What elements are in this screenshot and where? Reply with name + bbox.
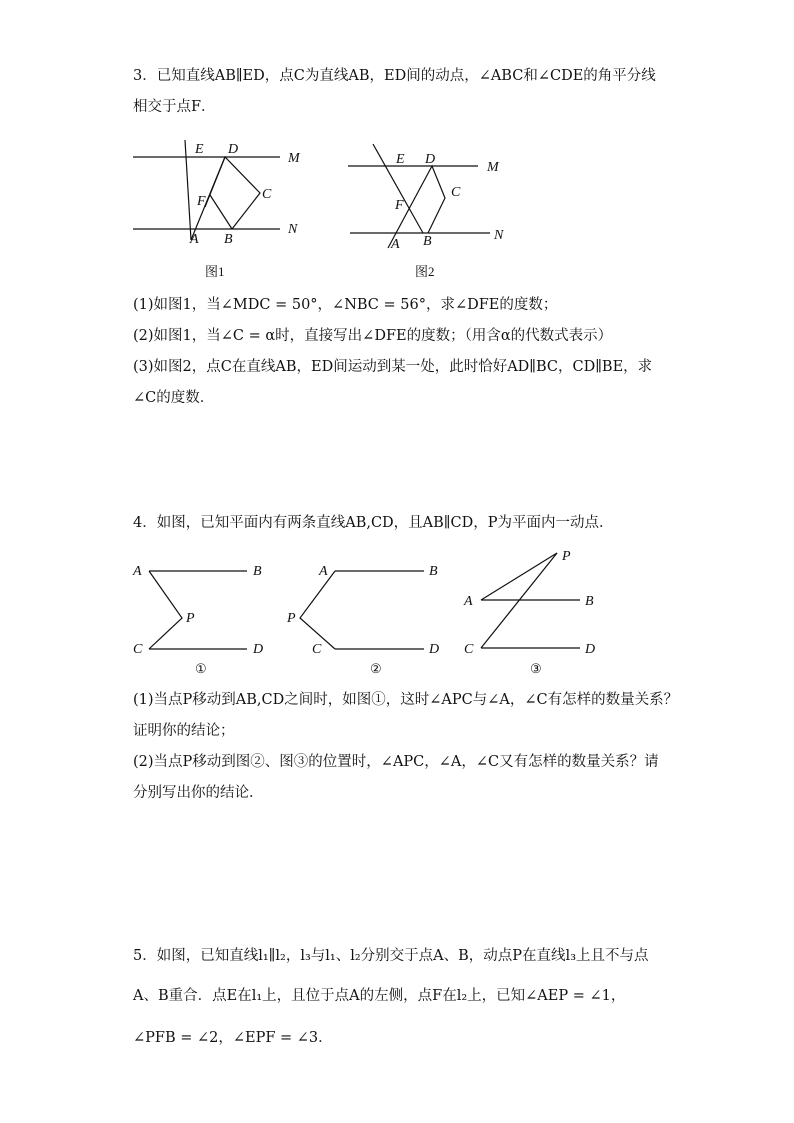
caption-fig1: 图1 <box>205 264 225 279</box>
q3-part3-line1: (3)如图2，点C在直线AB，ED间运动到某一处，此时恰好AD∥BC，CD∥BE，求 <box>133 359 653 375</box>
q4-part1-line2: 证明你的结论； <box>133 723 235 739</box>
label-D: D <box>253 642 264 657</box>
caption-fig3: ③ <box>530 661 542 676</box>
label-D: D <box>425 152 436 167</box>
q3-part3-line2: ∠C的度数． <box>133 390 215 406</box>
line-FD <box>205 157 225 207</box>
label-A: A <box>190 232 199 247</box>
label-C: C <box>133 642 143 657</box>
label-P: P <box>562 549 571 564</box>
line-EA <box>185 140 191 240</box>
label-B: B <box>253 564 262 579</box>
label-F: F <box>197 194 206 209</box>
caption-fig2: 图2 <box>415 264 435 279</box>
label-A: A <box>319 564 328 579</box>
line-FB <box>210 195 232 229</box>
label-D: D <box>585 642 596 657</box>
q5-text-line2: A、B重合．点E在l₁上，且位于点A的左侧，点F在l₂上，已知∠AEP = ∠1， <box>133 988 626 1004</box>
label-A: A <box>391 237 400 252</box>
label-P: P <box>186 611 195 626</box>
q4-figure-1 <box>125 555 285 680</box>
label-C: C <box>312 642 322 657</box>
q4-part2-line1: (2)当点P移动到图②、图③的位置时，∠APC，∠A，∠C又有怎样的数量关系？请 <box>133 754 659 770</box>
q3-text-line1: 3．已知直线AB∥ED，点C为直线AB，ED间的动点，∠ABC和∠CDE的角平分线 <box>133 68 656 84</box>
q4-part2-line2: 分别写出你的结论． <box>133 785 264 801</box>
q4-figure-2 <box>282 555 452 680</box>
label-N: N <box>288 222 298 237</box>
path-A-P-C <box>300 571 335 649</box>
caption-fig2: ② <box>370 661 382 676</box>
q5-text-line3: ∠PFB = ∠2，∠EPF = ∠3． <box>133 1030 333 1046</box>
label-D: D <box>429 642 440 657</box>
q4-text-line1: 4．如图，已知平面内有两条直线AB,CD，且AB∥CD，P为平面内一动点． <box>133 515 614 531</box>
label-C: C <box>464 642 474 657</box>
q4-part1-line1: (1)当点P移动到AB,CD之间时，如图①，这时∠APC与∠A，∠C有怎样的数量关系？ <box>133 692 679 708</box>
q3-figure-1 <box>125 135 325 285</box>
label-C: C <box>262 187 272 202</box>
label-A: A <box>464 594 473 609</box>
label-E: E <box>195 142 204 157</box>
label-B: B <box>585 594 594 609</box>
q3-figure-2 <box>340 140 540 285</box>
label-B: B <box>429 564 438 579</box>
q3-part1: (1)如图1，当∠MDC = 50°，∠NBC = 56°，求∠DFE的度数； <box>133 297 558 313</box>
label-B: B <box>224 232 233 247</box>
q4-figure-3 <box>455 540 615 680</box>
label-E: E <box>396 152 405 167</box>
caption-fig1: ① <box>195 661 207 676</box>
label-P: P <box>287 611 296 626</box>
label-C: C <box>451 185 461 200</box>
path-A-P-C <box>149 571 182 649</box>
label-M: M <box>288 151 300 166</box>
label-B: B <box>423 234 432 249</box>
label-N: N <box>494 228 504 243</box>
label-F: F <box>395 198 404 213</box>
label-A: A <box>133 564 142 579</box>
q3-part2: (2)如图1，当∠C = α时，直接写出∠DFE的度数；（用含α的代数式表示） <box>133 328 613 344</box>
label-D: D <box>228 142 239 157</box>
q3-text-line2: 相交于点F． <box>133 99 216 115</box>
label-M: M <box>487 160 499 175</box>
q5-text-line1: 5．如图，已知直线l₁∥l₂，l₃与l₁、l₂分别交于点A、B，动点P在直线l₃上且不与点 <box>133 948 649 964</box>
